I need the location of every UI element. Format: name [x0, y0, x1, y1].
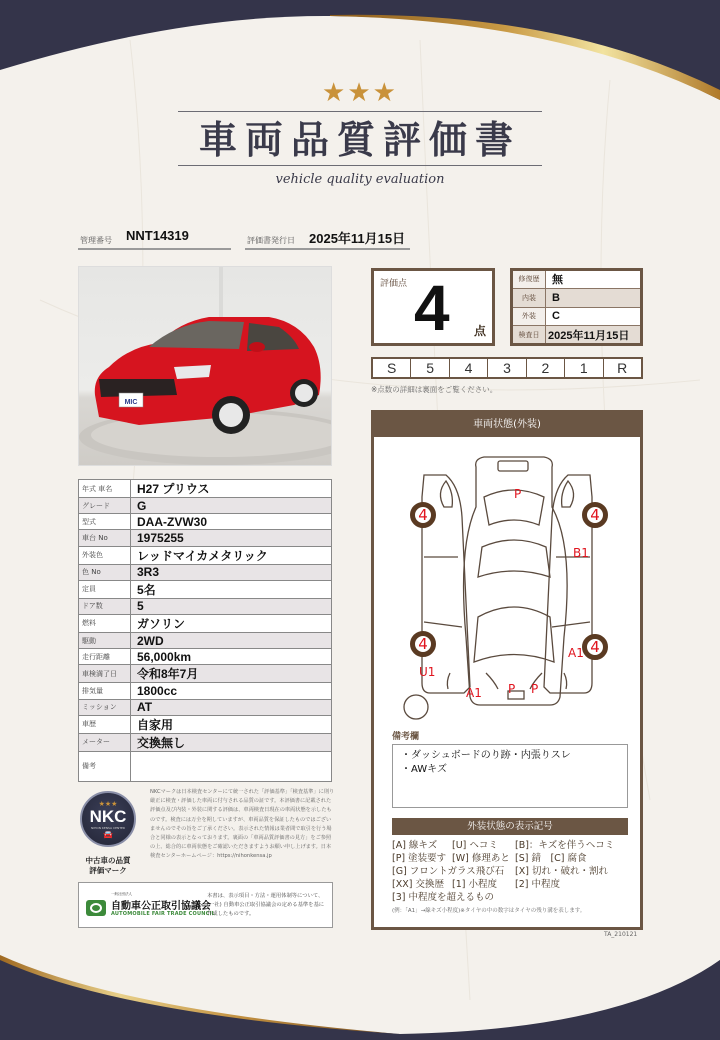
- nkc-caption-line: 評価マーク: [89, 866, 127, 875]
- car-damage-diagram: [374, 437, 640, 727]
- legend-row: [392, 878, 632, 891]
- spec-value: レッドマイカメタリック: [131, 546, 332, 564]
- spec-row-transmission: [79, 699, 332, 715]
- rating-stars-icon: ★★★: [322, 78, 398, 108]
- scale-item: 3: [488, 359, 526, 377]
- legend-header: 外装状態の表示記号: [392, 818, 628, 835]
- tire-front-left-icon: 4: [410, 502, 436, 528]
- score-unit: 点: [473, 324, 486, 338]
- spec-row-displacement: [79, 683, 332, 699]
- damage-mark-bumper-right: P: [531, 682, 539, 696]
- evaluation-score-box: [371, 268, 495, 346]
- nkc-org: NIHON KENSA CENTER: [90, 826, 126, 830]
- scale-item: 2: [527, 359, 565, 377]
- spec-value: AT: [131, 699, 332, 715]
- spec-row-grade: [79, 498, 332, 514]
- spec-label: 走行距離: [79, 649, 131, 665]
- title-rule-bottom: [178, 165, 542, 166]
- legend-item: [U] ヘコミ: [452, 840, 498, 851]
- tire-rear-left-icon: 4: [410, 631, 436, 657]
- legend-item: [P] 塗装要す: [392, 853, 447, 864]
- spec-label: 色 No: [79, 564, 131, 580]
- management-number-value: NNT14319: [126, 228, 189, 243]
- spec-row-inspection-expiry: [79, 665, 332, 683]
- nkc-mark: NKC: [89, 807, 127, 826]
- grade-row-exterior: [512, 307, 642, 326]
- nkc-caption-line: 中古車の品質: [85, 856, 131, 865]
- scale-item: 1: [565, 359, 603, 377]
- spec-value: 5名: [131, 580, 332, 598]
- vehicle-photo: [78, 266, 332, 466]
- spec-value: 1975255: [131, 530, 332, 546]
- spec-row-mileage: [79, 649, 332, 665]
- legend-row: [392, 891, 632, 904]
- spec-row-notes: [79, 751, 332, 781]
- spec-value: 自家用: [131, 715, 332, 733]
- spec-value: 56,000km: [131, 649, 332, 665]
- scale-item: S: [373, 359, 411, 377]
- spec-label: 排気量: [79, 683, 131, 699]
- damage-mark-bumper-center: P: [508, 682, 516, 696]
- damage-mark-bumper-left: A1: [466, 686, 482, 700]
- aftc-logo-icon: [86, 900, 106, 916]
- issue-date-label: 評価書発行日: [247, 236, 295, 245]
- spec-row-chassis-no: [79, 530, 332, 546]
- grade-row-repair-history: [512, 270, 642, 289]
- spec-label: 燃料: [79, 614, 131, 632]
- remarks-label: 備考欄: [392, 732, 420, 742]
- damage-mark-roof: P: [514, 487, 522, 501]
- grade-value: 2025年11月15日: [546, 326, 642, 345]
- management-number-field: [78, 228, 231, 250]
- nkc-description: NKCマークは日本検査センターにて統一された「評価基準」「検査基準」に則り厳正に検査・評価した車両に付与される品質の証です。本評価書に記載された評価点及び内装・外装に関する評価は、車両検査日現在の車両状態を示したものです。検査には万全を期していますが、車両品質を保証したものではございませんのでその旨をご了承ください。表示された情報は業者間で取引を行う場合と同様の表示となっております。裏面の「車両品質評価書の見方」をご参照の上、総合的に車両状態をご確認いただきますようお願い申し上げます。日本検査センターホームページ：https://nihonkensa.jp: [150, 789, 335, 860]
- tire-front-right-icon: 4: [582, 502, 608, 528]
- spec-label: メーター: [79, 733, 131, 751]
- tire-rear-right-icon: 4: [582, 634, 608, 660]
- scale-note: ※点数の詳細は裏面をご覧ください。: [371, 385, 498, 394]
- grade-label: 検査日: [512, 326, 546, 345]
- legend-note: (例：「A1」→線キズ小程度)※タイヤの中の数字はタイヤの残り溝を表します。: [392, 908, 586, 914]
- spec-label: 駆動: [79, 632, 131, 648]
- title-rule-top: [178, 111, 542, 112]
- spec-label: 型式: [79, 514, 131, 530]
- grade-value: C: [546, 307, 642, 326]
- scale-item: 4: [450, 359, 488, 377]
- car-icon: 🚘: [103, 830, 113, 839]
- grade-value: B: [546, 288, 642, 307]
- spec-label: ドア数: [79, 598, 131, 614]
- nkc-logo: [80, 791, 136, 847]
- legend-item: [G] フロントガラス飛び石: [392, 866, 505, 877]
- spec-label: 定員: [79, 580, 131, 598]
- score-scale: [371, 357, 643, 379]
- spec-value: 交換無し: [131, 733, 332, 751]
- spec-value: 令和8年7月: [131, 665, 332, 683]
- spec-value: 3R3: [131, 564, 332, 580]
- score-value: 4: [414, 272, 450, 344]
- page-subtitle: vehicle quality evaluation: [275, 172, 445, 187]
- spec-row-drive: [79, 632, 332, 648]
- spec-row-fuel: [79, 614, 332, 632]
- remark-line: ・AWキズ: [401, 764, 447, 775]
- spec-value: H27 プリウス: [131, 480, 332, 498]
- damage-mark-right-rear: B1: [573, 546, 589, 560]
- legend-item: [W] 修理あと: [452, 853, 510, 864]
- spec-label: 車歴: [79, 715, 131, 733]
- exterior-panel-header: 車両状態(外装): [374, 413, 640, 437]
- spec-label: ミッション: [79, 699, 131, 715]
- legend-item: [X] 切れ・破れ・割れ: [515, 866, 608, 877]
- spec-label: 年式 車名: [79, 480, 131, 498]
- exterior-condition-panel: [371, 410, 643, 930]
- spec-row-color-no: [79, 564, 332, 580]
- aftc-description: 本書は、表示項目・方法・運用体制等について、(一社) 自動車公正取引協議会の定める基準を基に作成したものです。: [207, 893, 325, 917]
- legend-row: [392, 865, 632, 878]
- grade-value: 無: [546, 270, 642, 289]
- spec-row-color: [79, 546, 332, 564]
- spec-label: 車台 No: [79, 530, 131, 546]
- grade-row-interior: [512, 288, 642, 307]
- remark-line: ・ダッシュボードのり跡・内張りスレ: [401, 750, 571, 761]
- damage-mark-left-front: U1: [419, 665, 436, 679]
- legend-item: [B]：キズを伴うヘコミ: [515, 840, 615, 851]
- vehicle-spec-table: [78, 479, 332, 782]
- spec-value: G: [131, 498, 332, 514]
- legend-item: [S] 錆 [C] 腐食: [515, 853, 587, 864]
- scale-item: R: [617, 360, 628, 376]
- spec-value: [131, 751, 332, 781]
- legend-row: [392, 852, 632, 865]
- spec-value: 1800cc: [131, 683, 332, 699]
- nkc-caption: [76, 856, 140, 876]
- nkc-stars-icon: ★★★: [98, 800, 118, 808]
- spec-row-meter: [79, 733, 332, 751]
- spec-row-doors: [79, 598, 332, 614]
- legend-item: [3] 中程度を超えるもの: [392, 892, 494, 903]
- legend-item: [1] 小程度: [452, 879, 497, 890]
- spec-label: 備考: [79, 751, 131, 781]
- issue-date-value: 2025年11月15日: [309, 231, 406, 246]
- scale-item: 5: [411, 359, 449, 377]
- spec-label: 外装色: [79, 546, 131, 564]
- form-code: TA_210121: [604, 931, 638, 938]
- aftc-english-name: AUTOMOBILE FAIR TRADE COUNCIL: [111, 911, 215, 917]
- damage-mark-right-front: A1: [568, 646, 584, 660]
- management-number-label: 管理番号: [80, 236, 112, 245]
- grade-label: 内装: [512, 288, 546, 307]
- issue-date-field: [245, 228, 410, 250]
- svg-text:MIC: MIC: [124, 399, 138, 406]
- grade-label: 修復歴: [512, 270, 546, 289]
- car-outline-icon: [374, 437, 640, 727]
- aftc-notice: [78, 882, 333, 928]
- legend-item: [2] 中程度: [515, 879, 560, 890]
- aftc-org-type: 一般社団法人: [111, 892, 132, 896]
- spec-value: 2WD: [131, 632, 332, 648]
- grade-table: [510, 268, 643, 346]
- score-label: 評価点: [380, 279, 408, 289]
- spec-value: ガソリン: [131, 614, 332, 632]
- spec-row-type: [79, 514, 332, 530]
- spec-row-history: [79, 715, 332, 733]
- legend-row: [392, 839, 632, 852]
- spec-row-capacity: [79, 580, 332, 598]
- spec-row-model: [79, 480, 332, 498]
- legend-item: [A] 線キズ: [392, 840, 438, 851]
- spec-value: DAA-ZVW30: [131, 514, 332, 530]
- spec-label: グレード: [79, 498, 131, 514]
- page-title: 車両品質評価書: [198, 117, 521, 162]
- remarks-box: [392, 744, 628, 808]
- damage-legend: [392, 839, 632, 918]
- grade-label: 外装: [512, 307, 546, 326]
- spec-value: 5: [131, 598, 332, 614]
- spec-label: 車検満了日: [79, 665, 131, 683]
- aftc-name: 自動車公正取引協議会: [111, 901, 211, 912]
- grade-row-inspection-date: [512, 326, 642, 345]
- legend-item: [XX] 交換歴: [392, 879, 444, 890]
